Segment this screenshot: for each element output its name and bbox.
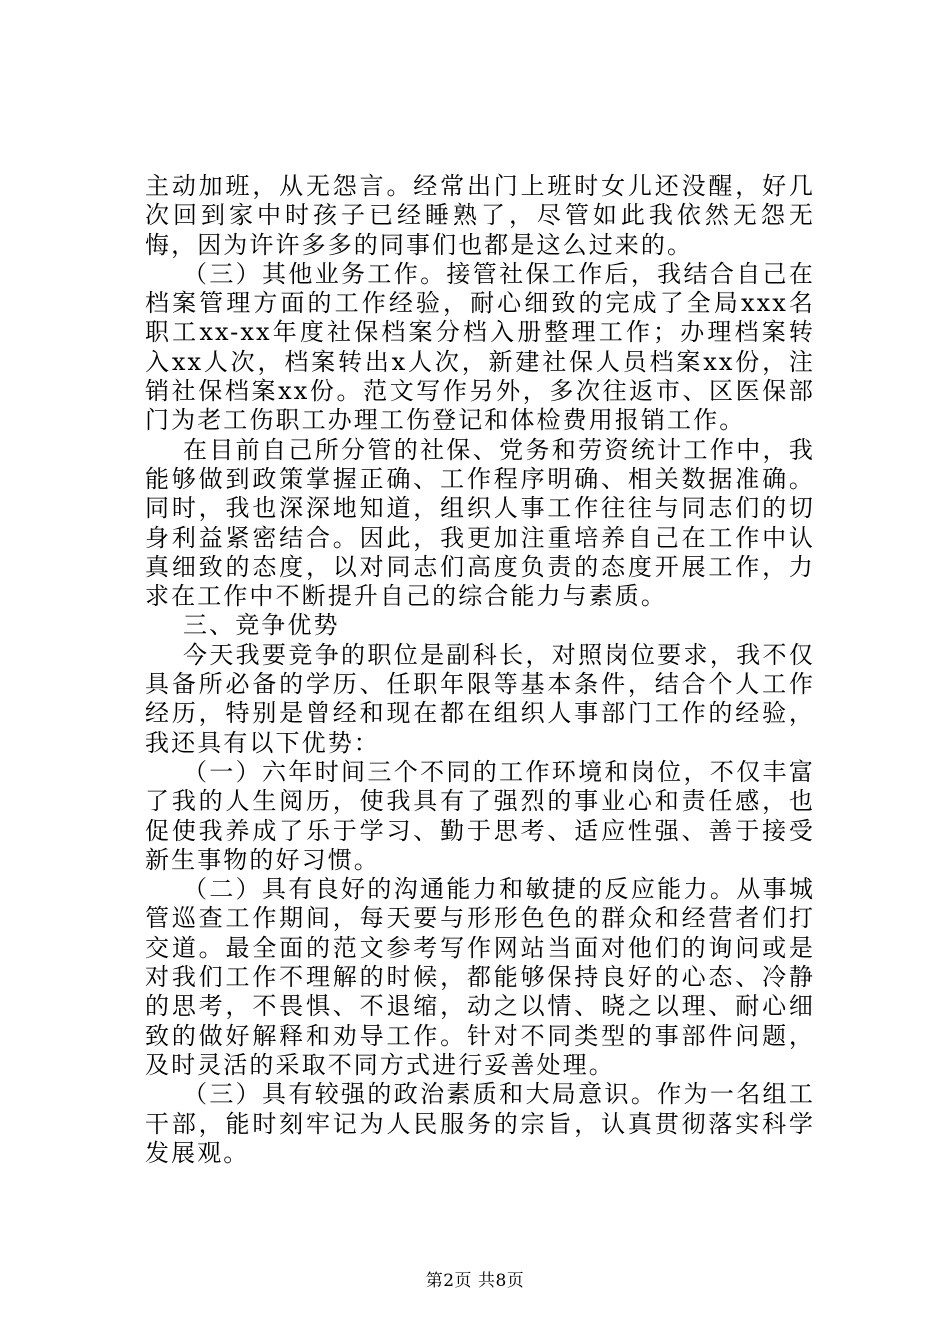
paragraph-advantage-two: （二）具有良好的沟通能力和敏捷的反应能力。从事城管巡查工作期间，每天要与形形色色的群众和经营者们打交道。最全面的范文参考写作网站当面对他们的询问或是对我们工作不理解的时候，都能够保持良好的心态、冷静的思考，不畏惧、不退缩，动之以情、晓之以理、耐心细致的做好解释和劝导工作。针对不同类型的事部件问题，及时灵活的采取不同方式进行妥善处理。 bbox=[145, 875, 815, 1079]
section-heading-advantages: 三、竞争优势 bbox=[183, 611, 340, 640]
page-number-footer: 第2页 共8页 bbox=[425, 1271, 525, 1291]
paragraph-current-work: 在目前自己所分管的社保、党务和劳资统计工作中，我能够做到政策掌握正确、工作程序明确、相关数据准确。同时，我也深深地知道，组织人事工作往往与同志们的切身利益紧密结合。因此，我更加注重培养自己在工作中认真细致的态度，以对同志们高度负责的态度开展工作，力求在工作中不断提升自己的综合能力与素质。 bbox=[145, 435, 815, 611]
paragraph-continuation: 主动加班，从无怨言。经常出门上班时女儿还没醒，好几次回到家中时孩子已经睡熟了，尽管如此我依然无怨无悔，因为许许多多的同事们也都是这么过来的。 bbox=[145, 172, 815, 259]
document-body bbox=[145, 172, 815, 1168]
paragraph-advantage-three: （三）具有较强的政治素质和大局意识。作为一名组工干部，能时刻牢记为人民服务的宗旨，认真贯彻落实科学发展观。 bbox=[145, 1080, 815, 1167]
paragraph-position-intro: 今天我要竞争的职位是副科长，对照岗位要求，我不仅具备所必备的学历、任职年限等基本条件，结合个人工作经历，特别是曾经和现在都在组织人事部门工作的经验，我还具有以下优势： bbox=[145, 640, 815, 757]
paragraph-advantage-one: （一）六年时间三个不同的工作环境和岗位，不仅丰富了我的人生阅历，使我具有了强烈的事业心和责任感，也促使我养成了乐于学习、勤于思考、适应性强、善于接受新生事物的好习惯。 bbox=[145, 757, 815, 874]
paragraph-other-business: （三）其他业务工作。接管社保工作后，我结合自己在档案管理方面的工作经验，耐心细致的完成了全局xxx名职工xx-xx年度社保档案分档入册整理工作；办理档案转入xx人次，档案转出x人次，新建社保人员档案xx份，注销社保档案xx份。范文写作另外，多次往返市、区医保部门为老工伤职工办理工伤登记和体检费用报销工作。 bbox=[145, 259, 815, 435]
